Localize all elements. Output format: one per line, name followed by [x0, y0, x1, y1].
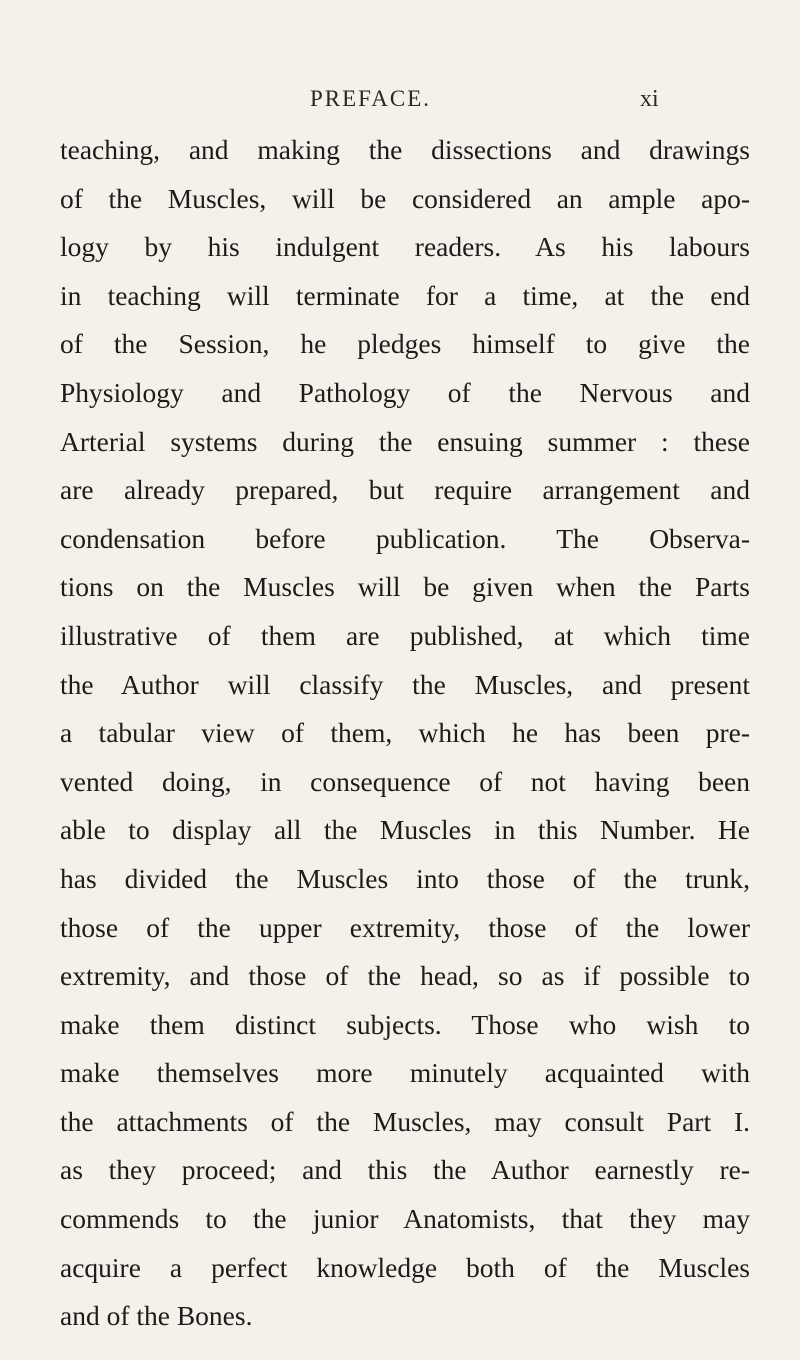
- text-line: illustrative of them are published, at which time: [60, 619, 750, 651]
- text-line: of the Session, he pledges himself to give the: [60, 328, 750, 360]
- text-line: as they proceed; and this the Author earnestly re-: [60, 1154, 750, 1186]
- text-line: are already prepared, but require arrangement and: [60, 474, 750, 506]
- text-line: has divided the Muscles into those of the trunk,: [60, 862, 750, 894]
- text-line: in teaching will terminate for a time, at the end: [60, 279, 750, 311]
- text-line: logy by his indulgent readers. As his labours: [60, 231, 750, 263]
- text-line: extremity, and those of the head, so as if possible to: [60, 960, 750, 992]
- text-line: acquire a perfect knowledge both of the Muscles: [60, 1251, 750, 1283]
- text-line-last: and of the Bones.: [60, 1300, 253, 1332]
- text-line: make themselves more minutely acquainted with: [60, 1057, 750, 1089]
- running-head: PREFACE.: [310, 86, 432, 111]
- text-line: a tabular view of them, which he has been pre-: [60, 717, 750, 749]
- text-line: commends to the junior Anatomists, that they may: [60, 1203, 750, 1235]
- text-line: make them distinct subjects. Those who wish to: [60, 1008, 750, 1040]
- text-line: tions on the Muscles will be given when the Parts: [60, 571, 750, 603]
- body-text: [60, 126, 750, 1341]
- page-number: xi: [640, 86, 659, 112]
- text-line: condensation before publication. The Observa-: [60, 522, 750, 554]
- text-line: teaching, and making the dissections and drawings: [60, 134, 750, 165]
- text-line: Arterial systems during the ensuing summer : these: [60, 425, 750, 457]
- text-line: those of the upper extremity, those of the lower: [60, 911, 750, 943]
- text-line: of the Muscles, will be considered an ample apo-: [60, 182, 750, 214]
- text-line: the attachments of the Muscles, may consult Part I.: [60, 1105, 750, 1137]
- text-line: the Author will classify the Muscles, and present: [60, 668, 750, 700]
- text-line: Physiology and Pathology of the Nervous and: [60, 376, 750, 408]
- text-line: able to display all the Muscles in this Number. He: [60, 814, 750, 846]
- text-line: vented doing, in consequence of not having been: [60, 765, 750, 797]
